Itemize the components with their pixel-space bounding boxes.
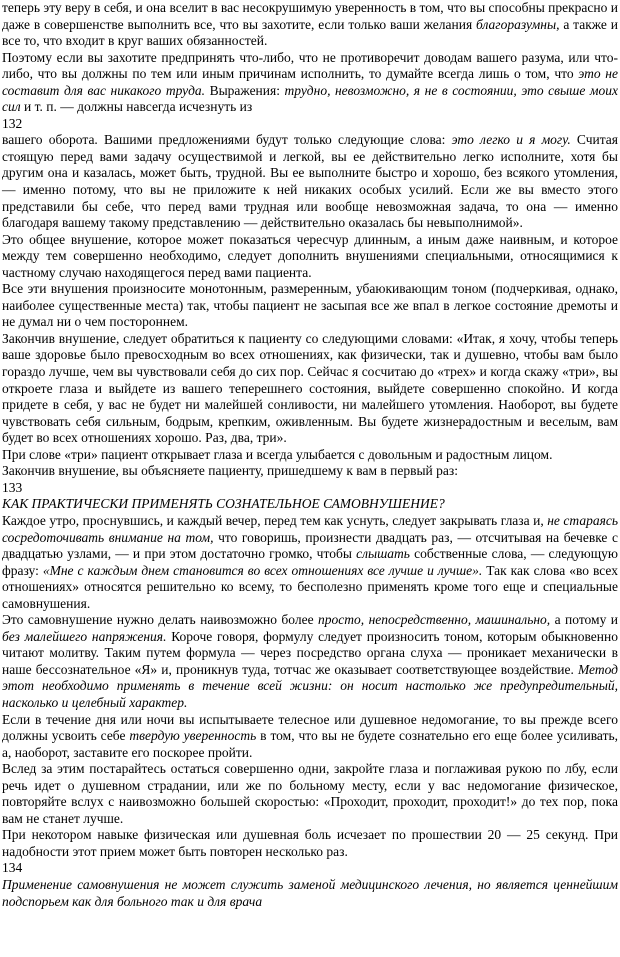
italic-text-run: трудно, невозможно, я не в состоянии, это свыше моих сил bbox=[2, 82, 618, 115]
text-run: Выражения: bbox=[205, 82, 285, 98]
paragraph bbox=[2, 877, 618, 910]
italic-text-run: без малейшего напряжения. bbox=[2, 628, 167, 644]
text-run: а также и все то, что входит в круг ваших обязанностей. bbox=[2, 16, 618, 49]
text-run: Вслед за этим постарайтесь остаться совершенно одни, закройте глаза и поглаживая рукою по лбу, если речь идет о душевном страдании, или же по больному месту, если у вас недомогание физическое, повторяйте вслух с наивозможно большей скоростью: «Проходит, проходит, проходит!» до тех пор, пока вам не станет лучше. bbox=[2, 761, 618, 826]
paragraph bbox=[2, 463, 618, 480]
paragraph bbox=[2, 612, 618, 711]
text-run: вашего оборота. Вашими предложениями будут только следующие слова: bbox=[2, 132, 452, 148]
paragraph bbox=[2, 513, 618, 612]
italic-text-run: это легко и я могу. bbox=[451, 132, 571, 148]
paragraph bbox=[2, 447, 618, 464]
italic-text-run: «Мне с каждым днем становится во всех отношениях все лучше и лучше». bbox=[42, 562, 483, 578]
page-number: 134 bbox=[2, 860, 23, 876]
text-run: что говоришь, произнести двадцать раз, — отсчитывая на бечевке с двадцатью узлами, — и при этом достаточно громко, чтобы bbox=[2, 529, 619, 562]
text-run: теперь эту веру в себя, и она вселит в вас несокрушимую уверенность в том, что вы способны прекрасно и даже в совершенстве выполнить все, что вы захотите, если только ваши желания bbox=[2, 0, 618, 32]
text-run: а потому и bbox=[550, 612, 618, 628]
italic-text-run: Метод этот необходимо применять в течение всей жизни: он носит настолько же предупредительный, насколько и целебный характер. bbox=[2, 661, 618, 710]
text-run: Это самовнушение нужно делать наивозможно более bbox=[2, 612, 319, 628]
text-run: и т. п. — должны навсегда исчезнуть из bbox=[20, 99, 253, 115]
italic-text-run: благоразумны, bbox=[476, 16, 560, 32]
text-run: Закончив внушение, вы объясняете пациенту, пришедшему к вам в первый раз: bbox=[2, 463, 458, 479]
text-run: Каждое утро, проснувшись, и каждый вечер, перед тем как уснуть, следует закрывать глаза и, bbox=[2, 512, 548, 528]
paragraph bbox=[2, 331, 618, 447]
text-run: Это общее внушение, которое может показаться чересчур длинным, а иным даже наивным, и которое между тем совершенно необходимо, следует дополнить внушениями специальными, относящимися к частному случаю находящегося перед вами пациента. bbox=[2, 231, 618, 280]
italic-text-run: твердую уверенность bbox=[129, 728, 257, 744]
text-run: Все эти внушения произносите монотонным, размеренным, убаюкивающим тоном (подчеркивая, однако, наиболее существенные места) так, чтобы пациент не засыпая все же впал в легкое состояние дремоты и не думал ни о чем постороннем. bbox=[2, 281, 618, 330]
text-run: собственные слова, — следующую фразу: bbox=[2, 546, 618, 578]
text-run: При слове «три» пациент открывает глаза и всегда улыбается с довольным и радостным лицом. bbox=[2, 446, 553, 462]
text-run: Если в течение дня или ночи вы испытываете телесное или душевное недомогание, то вы прежде всего должны усвоить себе bbox=[2, 711, 618, 744]
text-run: Закончив внушение, следует обратиться к пациенту со следующими словами: «Итак, я хочу, чтобы теперь ваше здоровье было превосходным во всех отношениях, как физически, так и душевно, чтобы вам было гораздо лучше, чем вы чувствовали себя до сих пор. Сейчас я сосчитаю до «трех» и когда скажу «три», вы откроете глаза и выйдете из вашего теперешнего состояния, выйдете совершенно спокойно. И когда придете в себя, у вас не будет ни малейшей сонливости, ни малейшего утомления. Наоборот, вы будете чувствовать себя сильным, бодрым, крепким, оживленным. Вы будете жизнерадостным и веселым, вам будет во всех отношениях хорошо. Раз, два, три». bbox=[2, 330, 618, 446]
paragraph bbox=[2, 132, 618, 231]
paragraph bbox=[2, 0, 618, 50]
page-number: 133 bbox=[2, 479, 23, 495]
page-number: 132 bbox=[2, 115, 23, 131]
italic-text-run: слышать bbox=[356, 546, 410, 562]
paragraph bbox=[2, 232, 618, 282]
paragraph bbox=[2, 50, 618, 116]
italic-text-run: Применение самовнушения не может служить заменой медицинского лечения, но является ценнейшим подспорьем как для больного так и для врача bbox=[2, 876, 618, 909]
text-run: Считая стоящую перед вами задачу осуществимой и легкой, вы ее действительно легко исполните, хотя бы другим она и казалась, может быть, трудной. Вы ее выполните быстро и хорошо, без всякого утомления, — именно потому, что вы не приложите к ней никаких особых усилий. Если же вы вместо этого представили бы себе, что перед вами трудная или вообще невозможная задача, то она — именно благодаря вашему такому представлению — действительно оказалась бы невыполнимой». bbox=[2, 132, 618, 231]
text-run: в том, что вы не будете сознательно его еще более усиливать, а, наоборот, заставите его поскорее пройти. bbox=[2, 728, 619, 760]
paragraph bbox=[2, 281, 618, 331]
text-run: Короче говоря, формулу следует произносить тоном, которым обыкновенно читают молитву. Таким путем формула — через посредство органа слуха — проникает механически в наше бессознательное «Я» и, проникнув туда, тотчас же оказывает соответствующее воздействие. bbox=[2, 628, 618, 677]
italic-text-run: просто, непосредственно, машинально, bbox=[318, 612, 551, 628]
text-run: Так как слова «во всех отношениях» относятся решительно ко всему, то бесполезно применять кроме того еще и специальные самовнушения. bbox=[2, 562, 618, 611]
italic-text-run: не стараясь сосредоточивать внимание на том, bbox=[2, 512, 618, 545]
paragraph bbox=[2, 761, 618, 827]
text-run: При некотором навыке физическая или душевная боль исчезает по прошествии 20 — 25 секунд. При надобности этот прием может быть повторен несколько раз. bbox=[2, 827, 618, 859]
paragraph bbox=[2, 827, 618, 860]
section-heading: КАК ПРАКТИЧЕСКИ ПРИМЕНЯТЬ СОЗНАТЕЛЬНОЕ САМОВНУШЕНИЕ? bbox=[2, 496, 445, 512]
italic-text-run: это не составит для вас никакого труда. bbox=[2, 66, 618, 98]
text-run: Поэтому если вы захотите предпринять что-либо, что не противоречит доводам вашего разума, или что-либо, что вы должны по тем или иным причинам исполнить, то думайте всегда лишь о том, что bbox=[2, 49, 618, 82]
paragraph bbox=[2, 712, 618, 762]
